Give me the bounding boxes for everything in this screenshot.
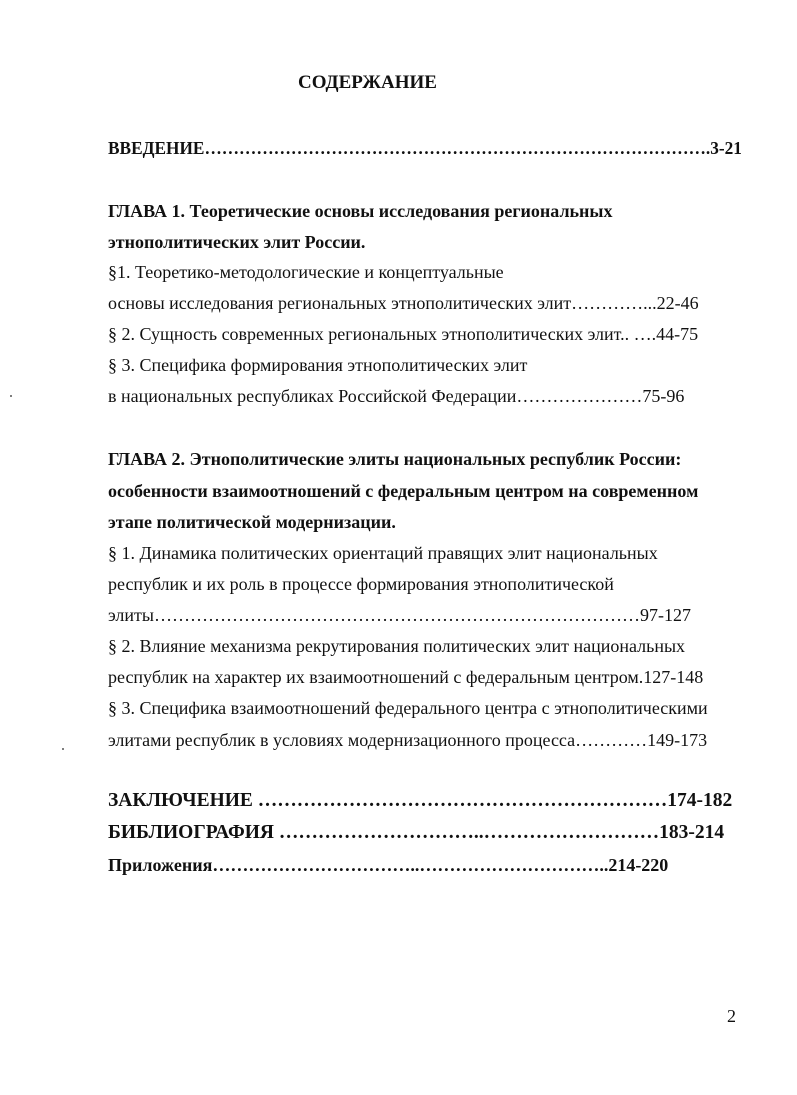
page-title: СОДЕРЖАНИЕ [298,72,437,93]
chapter2-section3-line2: элитами республик в условиях модернизационного процесса…………149-173 [108,730,708,750]
chapter1-heading-line2: этнополитических элит России. [108,232,366,252]
chapter2-heading-line1: ГЛАВА 2. Этнополитические элиты национальных республик России: [108,449,682,469]
scan-speck [10,395,12,397]
chapter2-heading-line2: особенности взаимоотношений с федеральным центром на современном [108,481,699,501]
scan-speck [62,748,64,750]
chapter2-section1-line2: республик и их роль в процессе формирования этнополитической [108,574,614,594]
chapter1-heading-line1: ГЛАВА 1. Теоретические основы исследования региональных [108,201,613,221]
chapter2-section1-line3: элиты………………………………………………………………………97-127 [108,605,691,625]
chapter2-section2-line1: § 2. Влияние механизма рекрутирования политических элит национальных [108,636,686,656]
toc-conclusion: ЗАКЛЮЧЕНИЕ ………………………………………………………174-182 [108,790,733,811]
chapter1-section1-line1: §1. Теоретико-методологические и концептуальные [108,262,504,282]
chapter1-section2: § 2. Сущность современных региональных этнополитических элит.. ….44-75 [108,324,699,344]
chapter1-section1-line2: основы исследования региональных этнополитических элит…………...22-46 [108,293,699,313]
chapter1-section3-line2: в национальных республиках Российской Федерации…………………75-96 [108,386,685,406]
chapter2-section3-line1: § 3. Специфика взаимоотношений федерального центра с этнополитическими [108,698,708,718]
chapter1-section3-line1: § 3. Специфика формирования этнополитических элит [108,355,528,375]
toc-appendices: Приложения……………………………..…………………………..214-220 [108,855,669,875]
chapter2-heading-line3: этапе политической модернизации. [108,512,396,532]
chapter2-section1-line1: § 1. Динамика политических ориентаций правящих элит национальных [108,543,658,563]
toc-bibliography: БИБЛИОГРАФИЯ …………………………..………………………183-214 [108,822,725,843]
page-number: 2 [727,1006,736,1026]
chapter2-section2-line2: республик на характер их взаимоотношений с федеральным центром.127-148 [108,667,704,687]
toc-intro: ВВЕДЕНИЕ…………………………………………………………………………….3-21 [108,138,742,158]
